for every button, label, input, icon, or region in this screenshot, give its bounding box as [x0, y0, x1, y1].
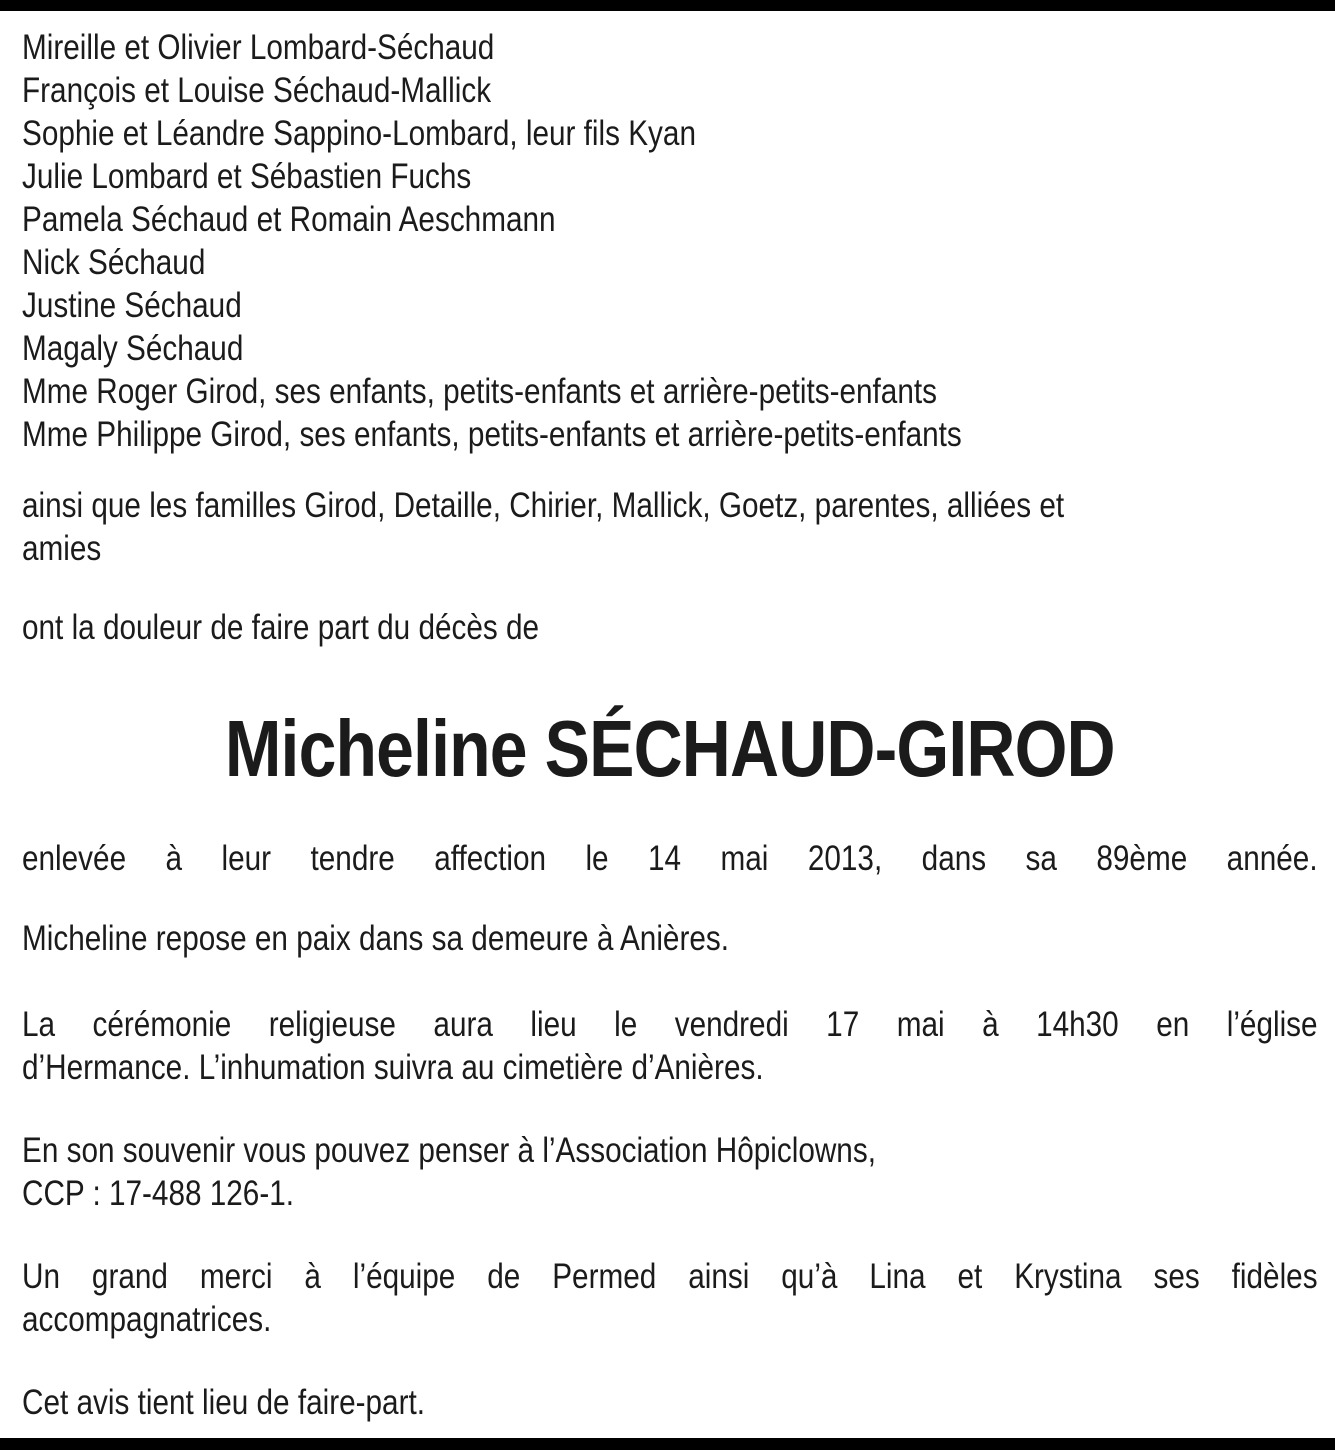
- notice-content: [22, 11, 1317, 1424]
- announcement-intro-line: ont la douleur de faire part du décès de: [22, 608, 540, 647]
- notice-text-column: [22, 11, 1318, 1424]
- memorial-line-1: En son souvenir vous pouvez penser à l’Association Hôpiclowns,: [22, 1131, 876, 1170]
- family-name-line-7: Justine Séchaud: [22, 286, 242, 325]
- death-date-line: enlevée à leur tendre affection le 14 mai 2013, dans sa 89ème année.: [22, 839, 1318, 878]
- family-name-line-4: Julie Lombard et Sébastien Fuchs: [22, 157, 472, 196]
- family-names-block: [22, 26, 1318, 456]
- family-name-line-2: François et Louise Séchaud-Mallick: [22, 71, 492, 110]
- family-name-line-1: Mireille et Olivier Lombard-Séchaud: [22, 28, 495, 67]
- bottom-border-bar: [0, 1438, 1335, 1450]
- memorial-donation-paragraph: [22, 1129, 1318, 1215]
- family-name-line-5: Pamela Séchaud et Romain Aeschmann: [22, 200, 556, 239]
- related-families-line-1: ainsi que les familles Girod, Detaille, Chirier, Mallick, Goetz, parentes, alliées et: [22, 486, 1065, 525]
- family-name-line-10: Mme Philippe Girod, ses enfants, petits-enfants et arrière-petits-enfants: [22, 415, 962, 454]
- top-border-bar: [0, 0, 1335, 11]
- family-name-line-8: Magaly Séchaud: [22, 329, 244, 368]
- ceremony-paragraph: [22, 1003, 1318, 1089]
- thanks-line-1: Un grand merci à l’équipe de Permed ainsi qu’à Lina et Krystina ses fidèles: [22, 1257, 1318, 1296]
- repose-line: Micheline repose en paix dans sa demeure à Anières.: [22, 919, 729, 958]
- related-families-paragraph: [22, 484, 1318, 570]
- related-families-line-2: amies: [22, 529, 102, 568]
- family-name-line-3: Sophie et Léandre Sappino-Lombard, leur fils Kyan: [22, 114, 696, 153]
- family-name-line-6: Nick Séchaud: [22, 243, 206, 282]
- ceremony-line-1: La cérémonie religieuse aura lieu le vendredi 17 mai à 14h30 en l’église: [22, 1005, 1318, 1044]
- deceased-name-title: Micheline SÉCHAUD-GIROD: [224, 704, 1115, 793]
- thanks-paragraph: [22, 1255, 1318, 1341]
- thanks-line-2: accompagnatrices.: [22, 1300, 272, 1339]
- closing-line: Cet avis tient lieu de faire-part.: [22, 1383, 425, 1422]
- ceremony-line-2: d’Hermance. L’inhumation suivra au cimetière d’Anières.: [22, 1048, 764, 1087]
- memorial-ccp-line: CCP : 17-488 126-1.: [22, 1174, 295, 1213]
- family-name-line-9: Mme Roger Girod, ses enfants, petits-enfants et arrière-petits-enfants: [22, 372, 937, 411]
